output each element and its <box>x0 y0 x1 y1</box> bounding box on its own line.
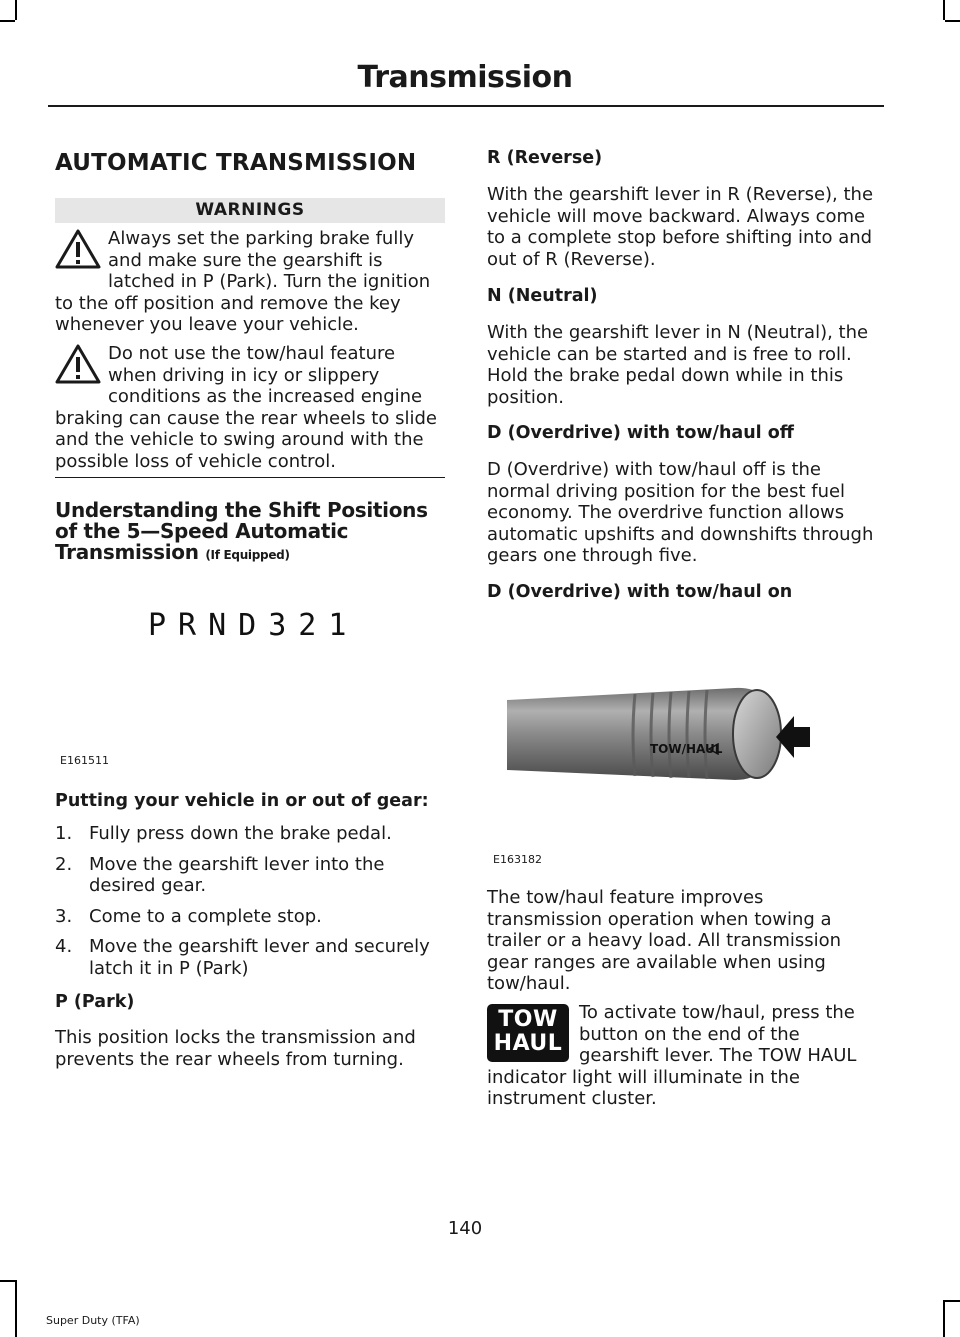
warning-line: whenever you leave your vehicle. <box>55 314 359 335</box>
text-line: gear ranges are available when using <box>487 951 826 973</box>
text-line: to a complete stop before shifting into and <box>487 227 873 248</box>
footer-model: Super Duty (TFA) <box>46 1314 140 1327</box>
text-line: instrument cluster. <box>487 1088 657 1109</box>
text-line: D (Overdrive) with tow/haul off is the <box>487 459 821 480</box>
subsection-title-word: Transmission <box>55 540 199 564</box>
text-line: The tow/haul feature improves <box>487 887 764 908</box>
header-divider <box>48 105 884 107</box>
subsection-title-line <box>55 542 455 566</box>
page-title: Transmission <box>357 60 573 95</box>
crop-mark <box>943 1300 945 1337</box>
warning-line: conditions as the increased engine <box>108 386 423 407</box>
warning-2-text <box>55 343 450 472</box>
gear-position-indicator: PRND321 <box>148 608 359 643</box>
text-line: normal driving position for the best fuel <box>487 480 846 502</box>
badge-line: TOW <box>498 1007 558 1032</box>
warning-line: to the off position and remove the key <box>55 292 401 314</box>
reverse-heading: R (Reverse) <box>487 148 603 168</box>
warnings-header: WARNINGS <box>55 198 445 223</box>
text-line: With the gearshift lever in N (Neutral), the <box>487 322 869 343</box>
triangle-left-icon <box>708 743 720 755</box>
list-number: 1. <box>55 823 73 844</box>
text-line: This position locks the transmission and <box>55 1027 416 1048</box>
overdrive-off-heading: D (Overdrive) with tow/haul off <box>487 423 794 443</box>
warning-1-text <box>55 228 450 336</box>
steps-list <box>55 823 450 979</box>
arrow-left-icon <box>776 713 812 761</box>
lever-label: TOW/HAUL <box>650 742 723 756</box>
list-number: 4. <box>55 936 73 957</box>
section-title: AUTOMATIC TRANSMISSION <box>55 150 417 176</box>
park-text <box>55 1027 455 1070</box>
text-line: vehicle can be started and is free to roll. <box>487 343 852 365</box>
towhaul-text <box>487 887 887 995</box>
text-line: To activate tow/haul, press the <box>579 1002 855 1023</box>
crop-mark <box>15 1280 17 1337</box>
text-line: gears one through five. <box>487 545 698 566</box>
list-item <box>55 823 450 845</box>
list-number: 2. <box>55 853 73 875</box>
list-line: Fully press down the brake pedal. <box>89 823 392 844</box>
text-line: tow/haul. <box>487 973 571 994</box>
warning-line: and make sure the gearshift is <box>108 249 383 271</box>
gear-heading: Putting your vehicle in or out of gear: <box>55 791 429 811</box>
text-line: vehicle will move backward. Always come <box>487 205 866 227</box>
list-line: Come to a complete stop. <box>89 905 322 927</box>
figure-code: E163182 <box>493 853 542 866</box>
list-item <box>55 936 450 979</box>
list-item <box>55 854 450 897</box>
activate-text <box>487 1002 887 1110</box>
text-line: economy. The overdrive function allows <box>487 502 845 523</box>
figure-code: E161511 <box>60 754 109 767</box>
text-line: Hold the brake pedal down while in this <box>487 365 844 386</box>
subsection-title <box>55 500 455 566</box>
crop-mark <box>0 1280 15 1282</box>
text-line: trailer or a heavy load. All transmission <box>487 930 842 951</box>
list-line: Move the gearshift lever into the <box>89 853 385 875</box>
list-number: 3. <box>55 905 73 927</box>
warning-line: braking can cause the rear wheels to slide <box>55 407 437 429</box>
park-heading: P (Park) <box>55 992 135 1012</box>
subsection-title-line: Understanding the Shift Positions <box>55 498 428 522</box>
overdrive-off-text <box>487 459 887 567</box>
crop-mark <box>945 1300 960 1302</box>
text-line: position. <box>487 386 565 408</box>
warning-line: when driving in icy or slippery <box>108 364 380 386</box>
badge-line: HAUL <box>493 1031 563 1056</box>
text-line: gearshift lever. The TOW HAUL <box>579 1045 857 1066</box>
subsection-title-line: of the 5—Speed Automatic <box>55 519 349 543</box>
warning-line: Do not use the tow/haul feature <box>108 343 396 364</box>
list-line: Move the gearshift lever and securely <box>89 936 430 957</box>
list-item <box>55 906 450 928</box>
reverse-text <box>487 184 887 270</box>
text-line: button on the end of the <box>579 1023 800 1045</box>
crop-mark <box>0 20 15 22</box>
warning-line: Always set the parking brake fully <box>108 228 414 249</box>
crop-mark <box>15 0 17 20</box>
list-line: latch it in P (Park) <box>89 957 249 979</box>
overdrive-on-heading: D (Overdrive) with tow/haul on <box>487 582 793 602</box>
if-equipped-note: (If Equipped) <box>205 548 290 562</box>
text-line: With the gearshift lever in R (Reverse), the <box>487 184 874 205</box>
neutral-text <box>487 322 887 408</box>
list-line: desired gear. <box>89 875 207 896</box>
warning-line: latched in P (Park). Turn the ignition <box>108 271 431 292</box>
text-line: indicator light will illuminate in the <box>487 1066 800 1088</box>
warning-line: and the vehicle to swing around with the <box>55 429 424 450</box>
warning-line: possible loss of vehicle control. <box>55 450 336 472</box>
text-line: prevents the rear wheels from turning. <box>55 1048 404 1070</box>
crop-mark <box>943 0 945 20</box>
neutral-heading: N (Neutral) <box>487 286 598 306</box>
text-line: transmission operation when towing a <box>487 908 832 930</box>
text-line: out of R (Reverse). <box>487 248 656 270</box>
warnings-divider <box>55 477 445 478</box>
crop-mark <box>945 20 960 22</box>
text-line: automatic upshifts and downshifts through <box>487 523 874 545</box>
page-number: 140 <box>447 1218 483 1239</box>
